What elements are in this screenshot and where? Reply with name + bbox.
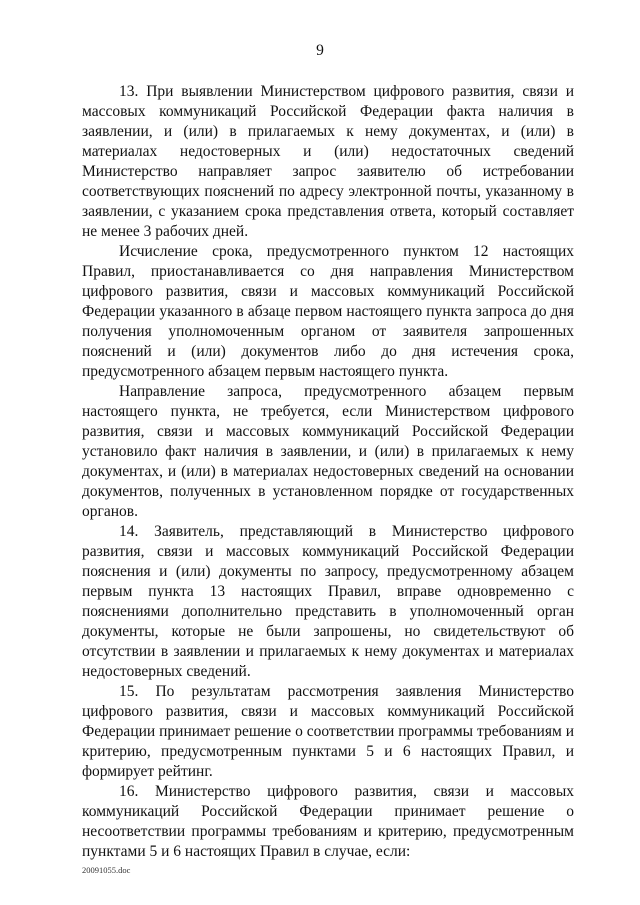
paragraph-13: 13. При выявлении Министерством цифрового развития, связи и массовых коммуникаций Российской Федерации факта наличия в заявлении, и (или) в прилагаемых к нему документах, и (или) в материалах недостоверных и (или) недостаточных сведений Министерство направляет запрос заявителю об истребовании соответствующих пояснений по адресу электронной почты, указанному в заявлении, с указанием срока представления ответа, который составляет не менее 3 рабочих дней. <box>82 83 574 240</box>
paragraph-14: 14. Заявитель, представляющий в Министерство цифрового развития, связи и массовых коммуникаций Российской Федерации пояснения и (или) документы по запросу, предусмотренному абзацем первым пункта 13 настоящих Правил, вправе одновременно с пояснениями дополнительно представить в уполномоченный орган документы, которые не были запрошены, но свидетельствуют об отсутствии в заявлении и прилагаемых к нему документах и материалах недостоверных сведений. <box>82 523 574 680</box>
paragraph-16: 16. Министерство цифрового развития, связи и массовых коммуникаций Российской Федерации принимает решение о несоответствии программы требованиям и критерию, предусмотренным пунктами 5 и 6 настоящих Правил в случае, если: <box>82 783 574 860</box>
paragraph-15: 15. По результатам рассмотрения заявления Министерство цифрового развития, связи и массовых коммуникаций Российской Федерации принимает решение о соответствии программы требованиям и критерию, предусмотренным пунктами 5 и 6 настоящих Правил, и формирует рейтинг. <box>82 683 574 780</box>
file-name-footer: 20091055.doc <box>82 865 131 875</box>
page-number: 9 <box>316 42 324 59</box>
paragraph-13-exception: Направление запроса, предусмотренного абзацем первым настоящего пункта, не требуется, если Министерством цифрового развития, связи и массовых коммуникаций Российской Федерации установило факт наличия в заявлении, и (или) в прилагаемых к нему документах, и (или) в материалах недостоверных сведений на основании документов, полученных в установленном порядке от государственных органов. <box>82 383 574 520</box>
document-body <box>82 82 574 862</box>
paragraph-13-deadline: Исчисление срока, предусмотренного пунктом 12 настоящих Правил, приостанавливается со дня направления Министерством цифрового развития, связи и массовых коммуникаций Российской Федерации указанного в абзаце первом настоящего пункта запроса до дня получения уполномоченным органом от заявителя запрошенных пояснений и (или) документов либо до дня истечения срока, предусмотренного абзацем первым настоящего пункта. <box>82 243 574 380</box>
